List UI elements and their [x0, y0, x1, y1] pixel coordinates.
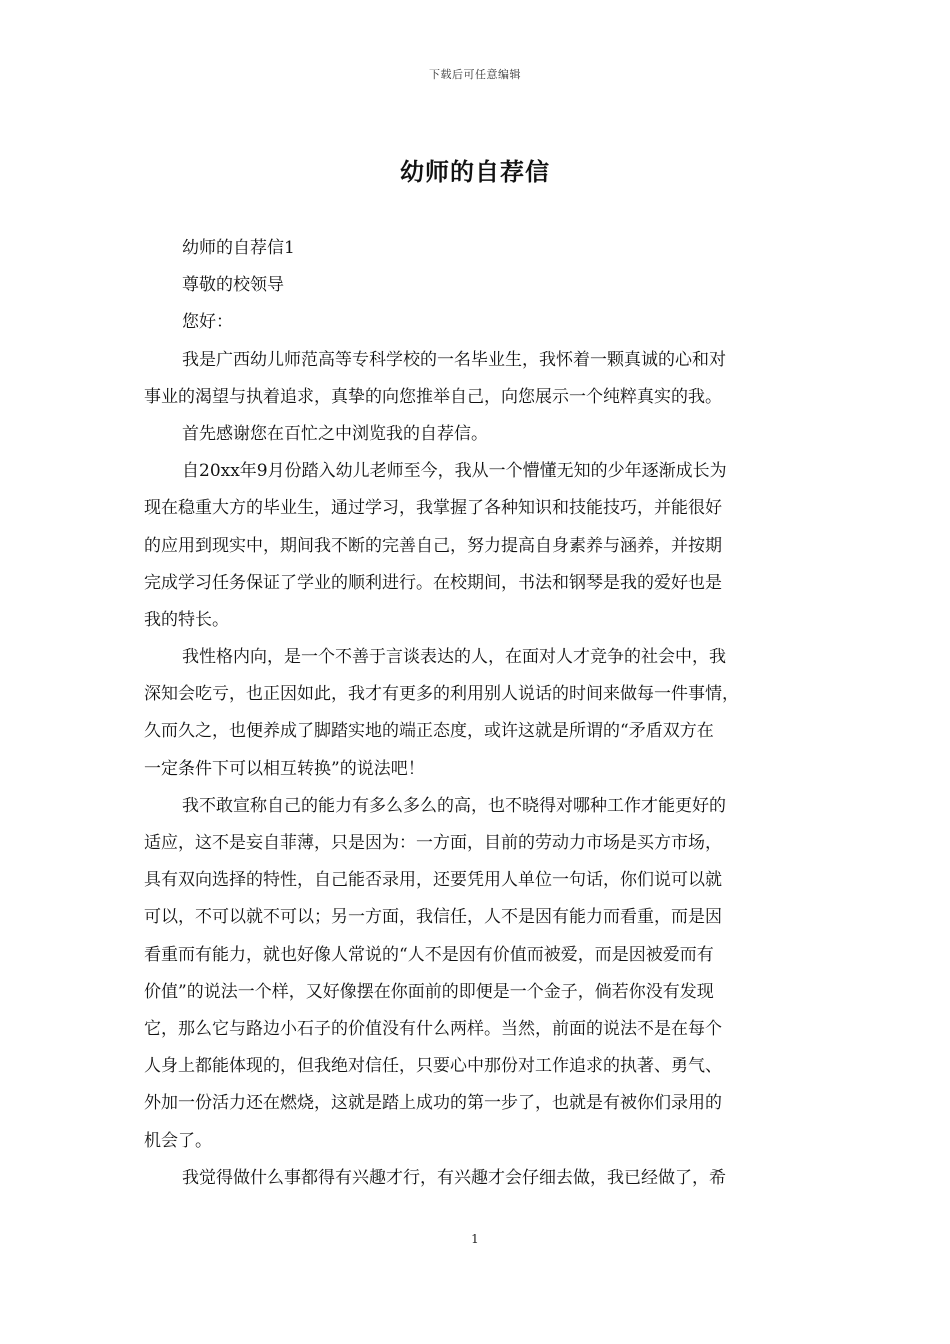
document-body	[144, 230, 808, 1197]
paragraph-line: 深知会吃亏，也正因如此，我才有更多的利用别人说话的时间来做每一件事情，	[144, 684, 739, 705]
paragraph-line: 看重而有能力，就也好像人常说的“人不是因有价值而被爱，而是因被爱而有	[144, 944, 714, 965]
paragraph-line: 机会了。	[144, 1130, 212, 1151]
paragraph-line: 我性格内向，是一个不善于言谈表达的人，在面对人才竞争的社会中，我	[182, 647, 726, 668]
paragraph-line: 的应用到现实中，期间我不断的完善自己，努力提高自身素养与涵养，并按期	[144, 535, 722, 556]
paragraph-line: 我是广西幼儿师范高等专科学校的一名毕业生，我怀着一颗真诚的心和对	[182, 349, 726, 370]
paragraph-line: 我的特长。	[144, 609, 229, 630]
paragraph-line: 首先感谢您在百忙之中浏览我的自荐信。	[182, 423, 488, 444]
paragraph-line: 我觉得做什么事都得有兴趣才行，有兴趣才会仔细去做，我已经做了，希	[182, 1167, 726, 1188]
paragraph-line: 可以，不可以就不可以；另一方面，我信任，人不是因有能力而看重，而是因	[144, 907, 722, 928]
document-title: 幼师的自荐信	[400, 157, 550, 186]
paragraph-line: 久而久之，也便养成了脚踏实地的端正态度，或许这就是所谓的“矛盾双方在	[144, 721, 714, 742]
page-number: 1	[471, 1232, 479, 1246]
paragraph-line: 它，那么它与路边小石子的价值没有什么两样。当然，前面的说法不是在每个	[144, 1018, 722, 1039]
paragraph-line: 外加一份活力还在燃烧，这就是踏上成功的第一步了，也就是有被你们录用的	[144, 1093, 722, 1114]
paragraph-line: 我不敢宣称自己的能力有多么多么的高，也不晓得对哪种工作才能更好的	[182, 795, 726, 816]
paragraph-line: 适应，这不是妄自菲薄，只是因为：一方面，目前的劳动力市场是买方市场，	[144, 833, 722, 853]
greeting: 您好：	[182, 312, 233, 333]
download-note: 下载后可任意编辑	[429, 68, 521, 81]
paragraph-line: 自20xx年9月份踏入幼儿老师至今，我从一个懵懂无知的少年逐渐成长为	[182, 461, 727, 482]
paragraph-line: 一定条件下可以相互转换”的说法吧！	[144, 758, 425, 779]
paragraph-line: 人身上都能体现的，但我绝对信任，只要心中那份对工作追求的执著、勇气、	[144, 1056, 722, 1077]
paragraph-line: 完成学习任务保证了学业的顺利进行。在校期间，书法和钢琴是我的爱好也是	[144, 572, 722, 593]
section-heading: 幼师的自荐信1	[182, 238, 295, 258]
paragraph-line: 事业的渴望与执着追求，真挚的向您推举自己，向您展示一个纯粹真实的我。	[144, 386, 722, 407]
salutation: 尊敬的校领导	[182, 275, 284, 296]
paragraph-line: 具有双向选择的特性，自己能否录用，还要凭用人单位一句话，你们说可以就	[144, 870, 722, 891]
paragraph-line: 价值”的说法一个样，又好像摆在你面前的即便是一个金子，倘若你没有发现	[144, 981, 714, 1002]
paragraph-line: 现在稳重大方的毕业生，通过学习，我掌握了各种知识和技能技巧，并能很好	[144, 498, 722, 519]
